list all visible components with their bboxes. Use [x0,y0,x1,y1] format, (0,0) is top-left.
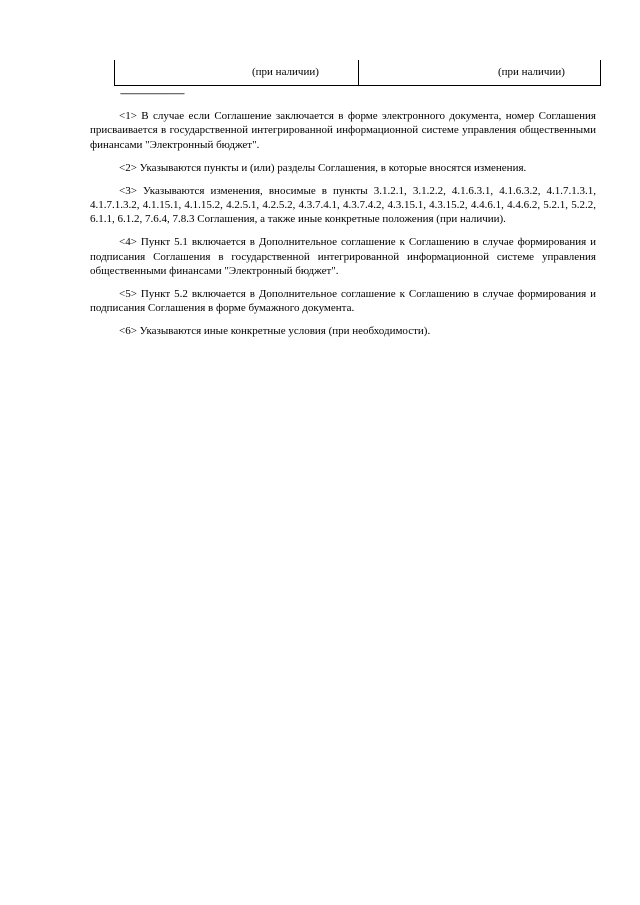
footnote-3: <3> Указываются изменения, вносимые в пункты 3.1.2.1, 3.1.2.2, 4.1.6.3.1, 4.1.6.3.2, 4.1.7.1.3.1, 4.1.7.1.3.2, 4.1.15.1, 4.1.15.2, 4.2.5.1, 4.2.5.2, 4.3.7.4.1, 4.3.7.4.2, 4.3.15.1, 4.3.15.2, 4.4.6.1, 4.4.6.2, 5.2.1, 5.2.2, 6.1.1, 6.1.2, 7.6.4, 7.8.3 Соглашения, а также иные конкретные положения (при наличии). [90,184,596,226]
table-row-fragment [114,60,601,86]
footnotes-list [90,109,596,347]
footnote-4: <4> Пункт 5.1 включается в Дополнительное соглашение к Соглашению в случае формирования и подписания Соглашения в государственной интегрированной информационной системе управления общественными финансами "Электронный бюджет". [90,236,596,278]
footnote-5: <5> Пункт 5.2 включается в Дополнительное соглашение к Соглашению в случае формирования и подписания Соглашения в форме бумажного документа. [90,288,596,315]
footnote-2: <2> Указываются пункты и (или) разделы Соглашения, в которые вносятся изменения. [119,161,527,174]
footnote-1: <1> В случае если Соглашение заключается в форме электронного документа, номер Соглашения присваивается в государственной интегрированной информационной системе управления общественными финансами "Электронный бюджет". [90,110,596,151]
footnote-6: <6> Указываются иные конкретные условия (при необходимости). [119,325,431,338]
footnote-separator: -------------------------------- [120,88,184,98]
table-column-divider [358,60,359,85]
table-cell-left: (при наличии) [252,66,319,78]
table-cell-right: (при наличии) [498,66,565,78]
